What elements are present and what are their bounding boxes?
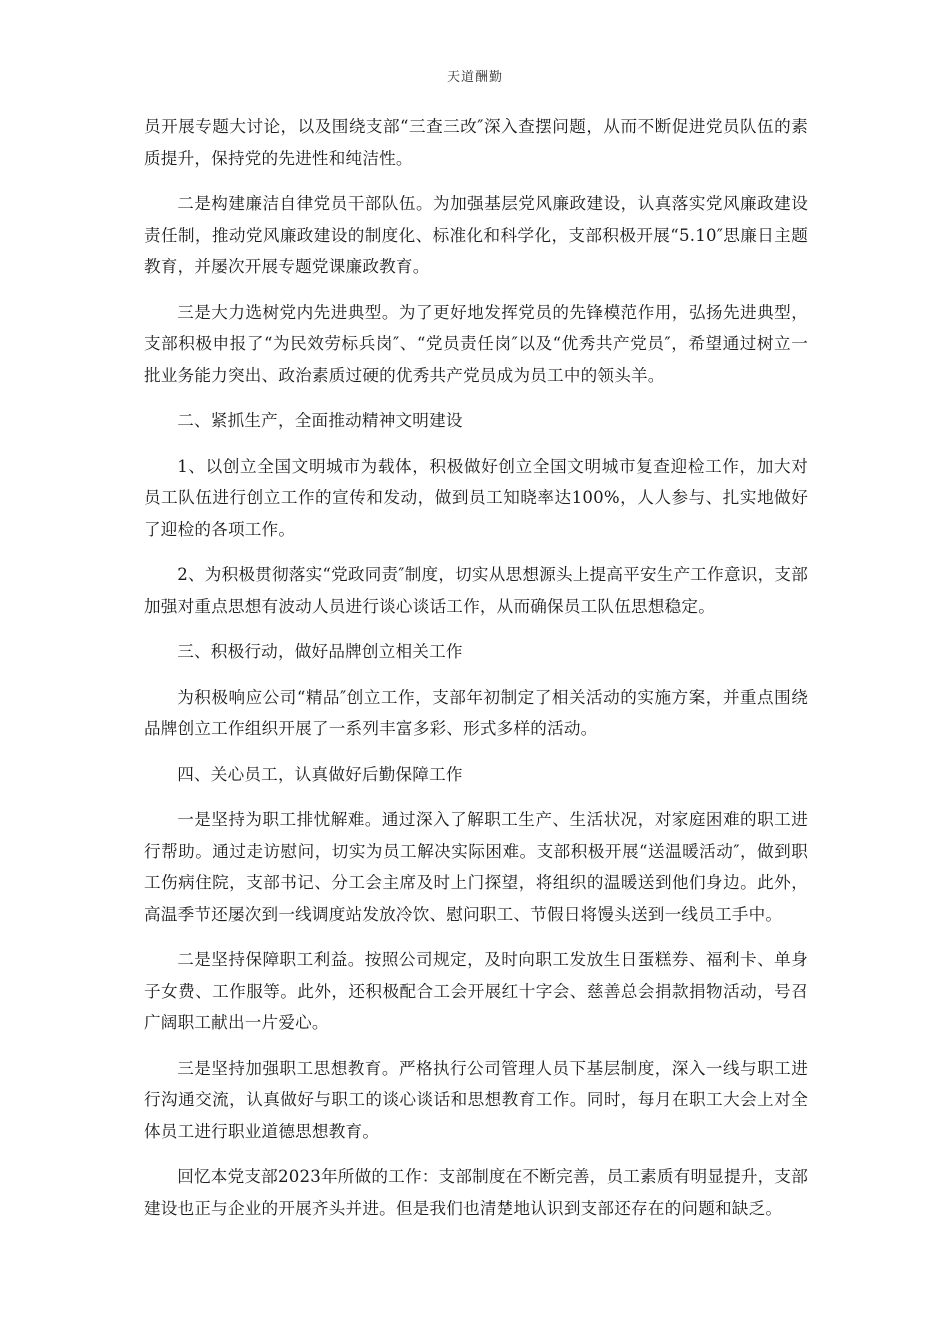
paragraph: 二是构建廉洁自律党员干部队伍。为加强基层党风廉政建设，认真落实党风廉政建设责任制，推动党风廉政建设的制度化、标准化和科学化，支部积极开展“5.10″思廉日主题教育，并屡次开展专题党课廉政教育。 (144, 194, 808, 276)
paragraph: 回忆本党支部2023年所做的工作：支部制度在不断完善，员工素质有明显提升，支部建设也正与企业的开展齐头并进。但是我们也清楚地认识到支部还存在的问题和缺乏。 (144, 1167, 808, 1218)
section-heading: 二、紧抓生产，全面推动精神文明建设 (177, 411, 463, 430)
page-header: 天道酬勤 (446, 70, 503, 85)
paragraph: 一是坚持为职工排忧解难。通过深入了解职工生产、生活状况，对家庭困难的职工进行帮助。通过走访慰问，切实为员工解决实际困难。支部积极开展“送温暖活动″，做到职工伤病住院，支部书记、分工会主席及时上门探望，将组织的温暖送到他们身边。此外，高温季节还屡次到一线调度站发放冷饮、慰问职工、节假日将馒头送到一线员工手中。 (144, 810, 808, 924)
section-heading: 四、关心员工，认真做好后勤保障工作 (177, 764, 463, 784)
paragraph: 二是坚持保障职工利益。按照公司规定，及时向职工发放生日蛋糕券、福利卡、单身子女费、工作服等。此外，还积极配合工会开展红十字会、慈善总会捐款捐物活动，号召广阔职工献出一片爱心。 (144, 950, 808, 1032)
paragraph: 1、以创立全国文明城市为载体，积极做好创立全国文明城市复查迎检工作，加大对员工队伍进行创立工作的宣传和发动，做到员工知晓率达100%，人人参与、扎实地做好了迎检的各项工作。 (144, 456, 808, 539)
document-body (144, 111, 808, 1238)
section-heading: 三、积极行动，做好品牌创立相关工作 (177, 642, 463, 661)
paragraph: 为积极响应公司“精品″创立工作，支部年初制定了相关活动的实施方案，并重点围绕品牌创立工作组织开展了一系列丰富多彩、形式多样的活动。 (144, 687, 808, 738)
paragraph: 三是坚持加强职工思想教育。严格执行公司管理人员下基层制度，深入一线与职工进行沟通交流，认真做好与职工的谈心谈话和思想教育工作。同时，每月在职工大会上对全体员工进行职业道德思想教育。 (144, 1058, 808, 1141)
paragraph-continuation: 员开展专题大讨论，以及围绕支部“三查三改″深入查摆问题，从而不断促进党员队伍的素质提升，保持党的先进性和纯洁性。 (144, 117, 808, 168)
paragraph: 2、为积极贯彻落实“党政同责″制度，切实从思想源头上提高平安生产工作意识，支部加强对重点思想有波动人员进行谈心谈话工作，从而确保员工队伍思想稳定。 (144, 565, 808, 616)
paragraph: 三是大力选树党内先进典型。为了更好地发挥党员的先锋模范作用，弘扬先进典型，支部积极申报了“为民效劳标兵岗″、“党员责任岗″以及“优秀共产党员″，希望通过树立一批业务能力突出、政治素质过硬的优秀共产党员成为员工中的领头羊。 (144, 302, 808, 385)
